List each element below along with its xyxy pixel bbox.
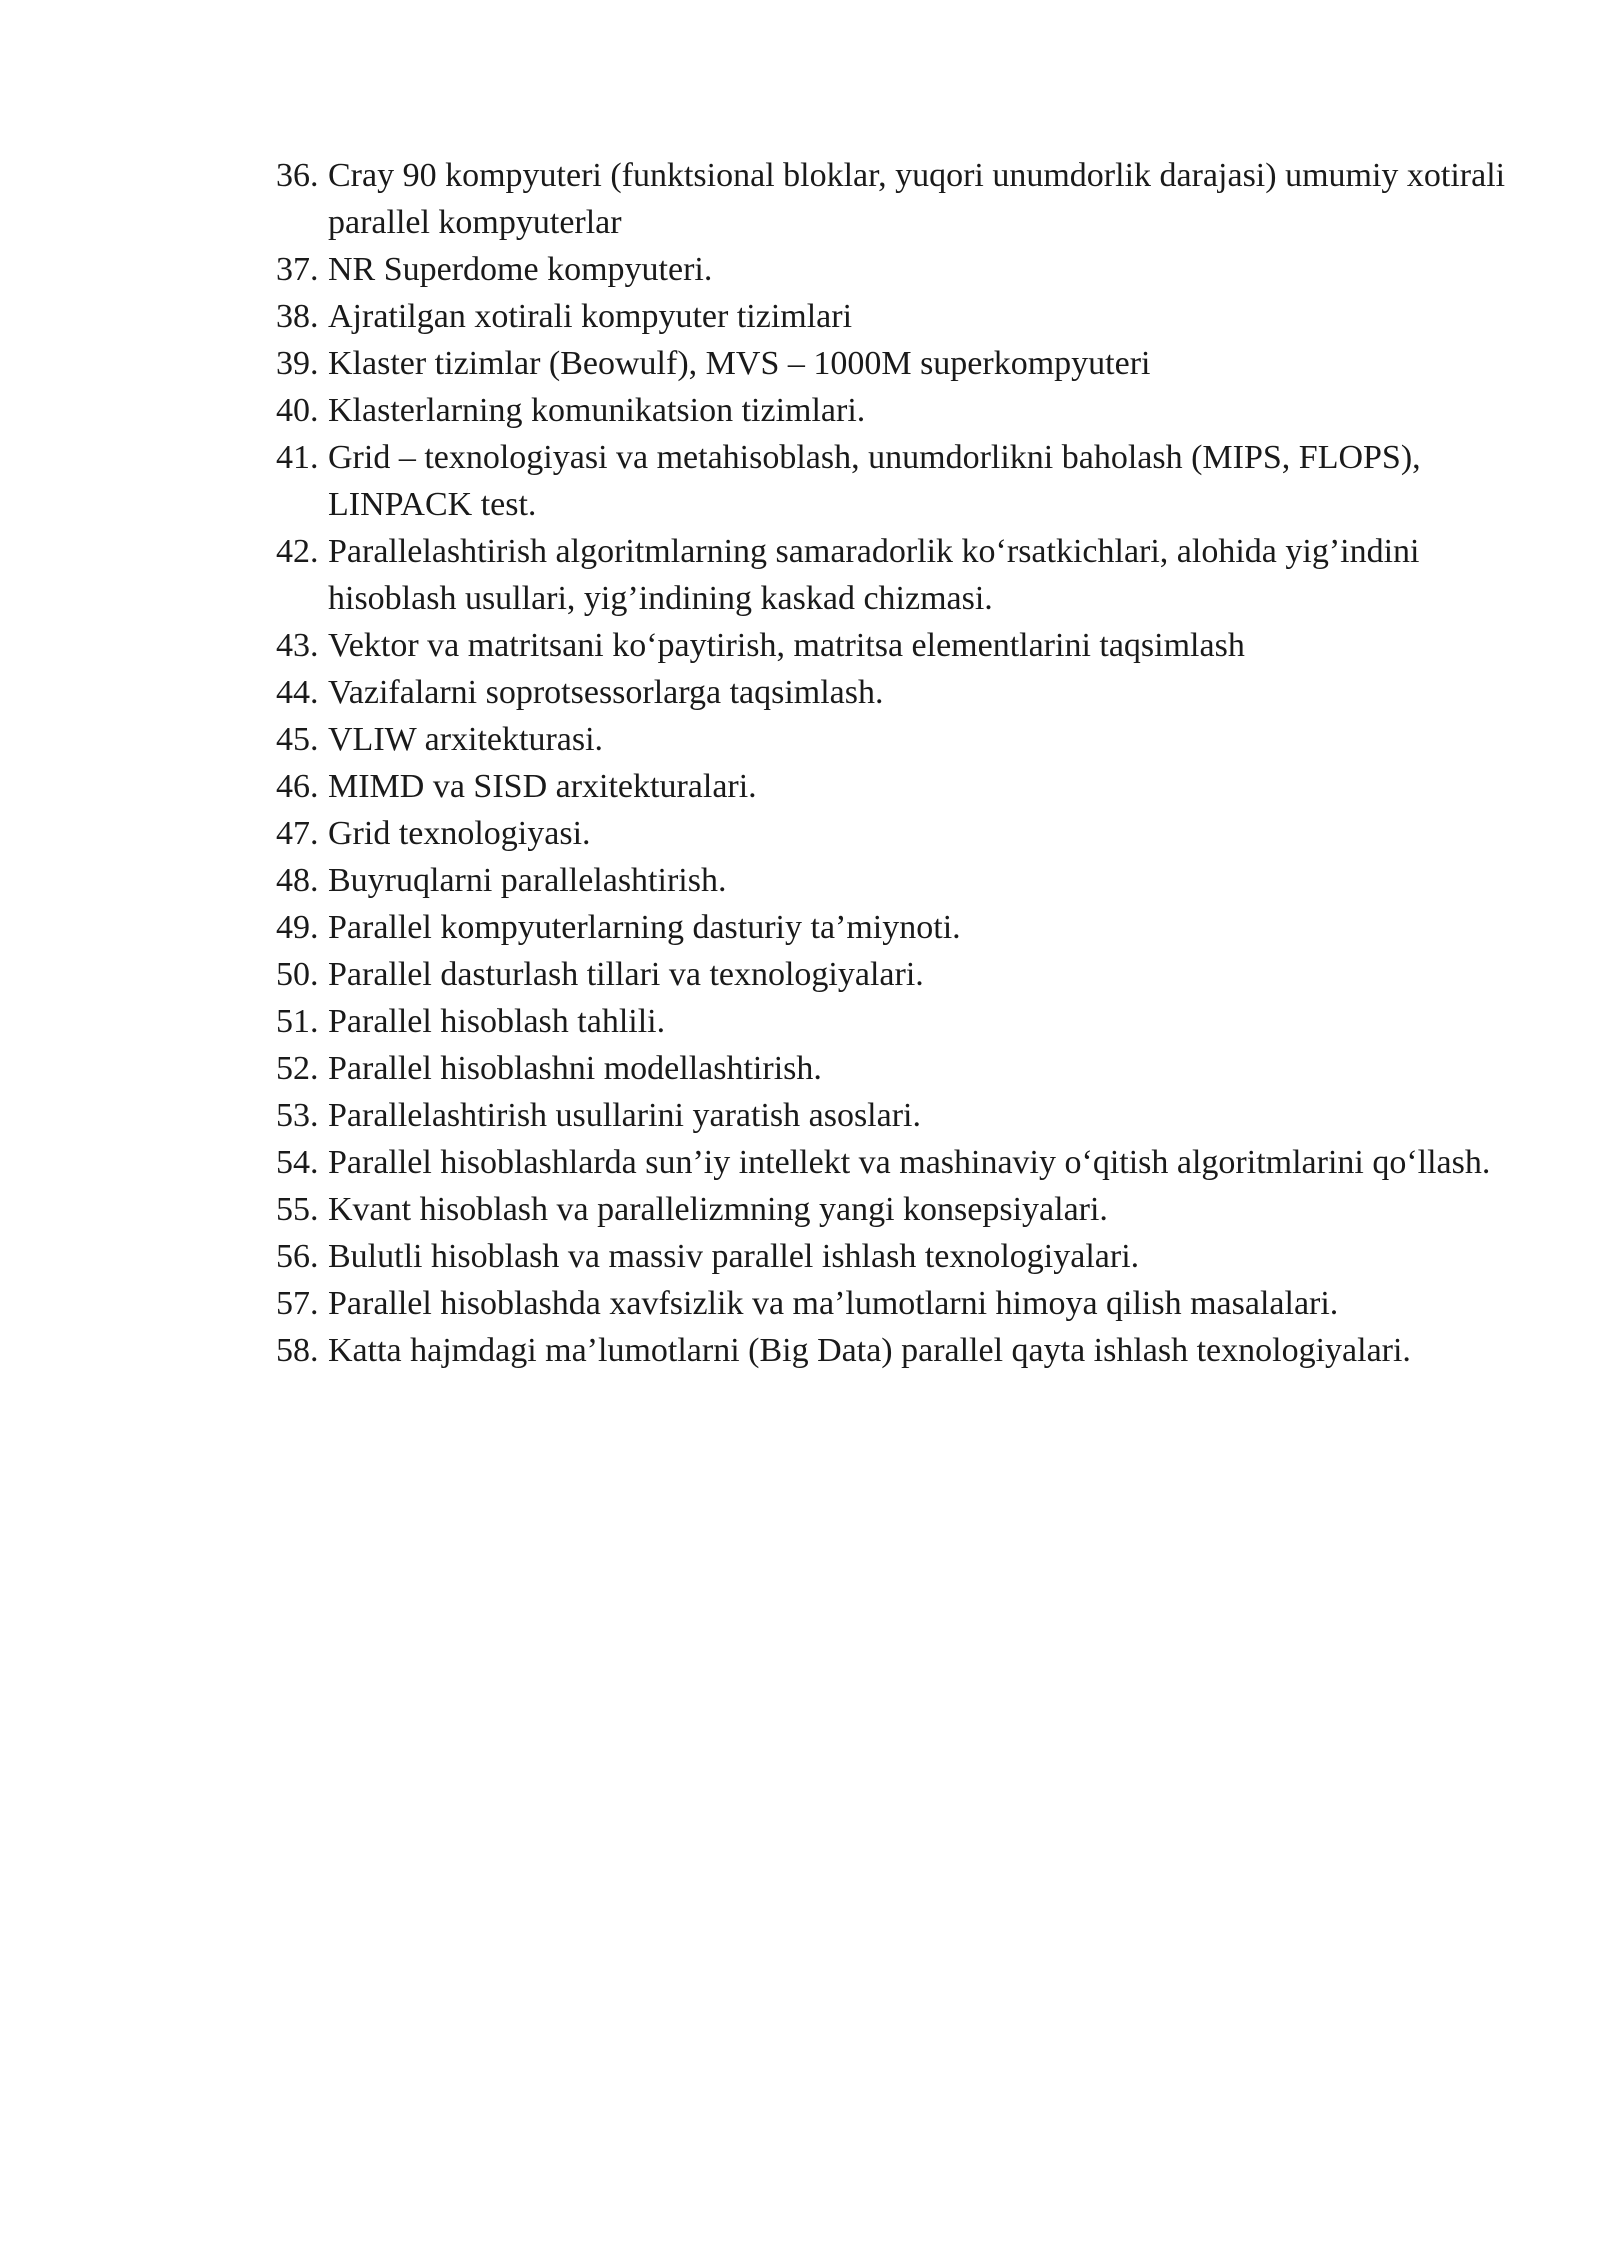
question-number: 54.	[276, 1144, 319, 1181]
question-text: Parallel kompyuterlarning dasturiy ta’miynoti.	[328, 909, 961, 946]
question-text: Parallel hisoblashlarda sun’iy intellekt va mashinaviy o‘qitish algoritmlarini qo‘llash.	[328, 1144, 1491, 1181]
question-text: Parallel hisoblashda xavfsizlik va ma’lumotlarni himoya qilish masalalari.	[328, 1285, 1339, 1322]
question-number: 52.	[276, 1050, 319, 1087]
question-number: 55.	[276, 1191, 319, 1228]
question-item	[276, 246, 1510, 293]
question-number: 48.	[276, 862, 319, 899]
question-number: 37.	[276, 251, 319, 288]
question-item	[276, 528, 1510, 622]
question-list	[276, 152, 1510, 1374]
question-number: 47.	[276, 815, 319, 852]
question-item	[276, 1045, 1510, 1092]
question-item	[276, 1327, 1510, 1374]
question-number: 43.	[276, 627, 319, 664]
question-item	[276, 1092, 1510, 1139]
question-number: 49.	[276, 909, 319, 946]
question-item	[276, 1139, 1510, 1186]
question-text: Kvant hisoblash va parallelizmning yangi konsepsiyalari.	[328, 1191, 1108, 1228]
question-item	[276, 810, 1510, 857]
question-number: 38.	[276, 298, 319, 335]
question-item	[276, 293, 1510, 340]
question-item	[276, 857, 1510, 904]
question-number: 46.	[276, 768, 319, 805]
question-text: Parallel hisoblash tahlili.	[328, 1003, 666, 1040]
question-text: MIMD va SISD arxitekturalari.	[328, 768, 757, 805]
question-number: 45.	[276, 721, 319, 758]
question-text: Parallelashtirish algoritmlarning samaradorlik ko‘rsatkichlari, alohida yig’indini hisoblash usullari, yig’indining kaskad chizmasi.	[328, 533, 1420, 617]
question-number: 50.	[276, 956, 319, 993]
question-number: 53.	[276, 1097, 319, 1134]
question-text: NR Superdome kompyuteri.	[328, 251, 713, 288]
question-text: VLIW arxitekturasi.	[328, 721, 604, 758]
question-item	[276, 669, 1510, 716]
question-text: Grid – texnologiyasi va metahisoblash, unumdorlikni baholash (MIPS, FLOPS), LINPACK test.	[328, 439, 1421, 523]
question-item	[276, 904, 1510, 951]
question-item	[276, 387, 1510, 434]
question-item	[276, 1233, 1510, 1280]
question-text: Parallelashtirish usullarini yaratish asoslari.	[328, 1097, 921, 1134]
question-item	[276, 1280, 1510, 1327]
question-number: 36.	[276, 157, 319, 194]
question-item	[276, 1186, 1510, 1233]
question-item	[276, 763, 1510, 810]
question-item	[276, 622, 1510, 669]
question-text: Katta hajmdagi ma’lumotlarni (Big Data) parallel qayta ishlash texnologiyalari.	[328, 1332, 1411, 1369]
question-text: Vazifalarni soprotsessorlarga taqsimlash.	[328, 674, 884, 711]
question-item	[276, 951, 1510, 998]
question-item	[276, 716, 1510, 763]
question-text: Cray 90 kompyuteri (funktsional bloklar, yuqori unumdorlik darajasi) umumiy xotirali parallel kompyuterlar	[328, 157, 1506, 241]
question-item	[276, 434, 1510, 528]
question-item	[276, 998, 1510, 1045]
question-number: 57.	[276, 1285, 319, 1322]
question-number: 40.	[276, 392, 319, 429]
question-text: Bulutli hisoblash va massiv parallel ishlash texnologiyalari.	[328, 1238, 1140, 1275]
question-number: 41.	[276, 439, 319, 476]
question-text: Klasterlarning komunikatsion tizimlari.	[328, 392, 866, 429]
question-text: Ajratilgan xotirali kompyuter tizimlari	[328, 298, 853, 335]
question-text: Grid texnologiyasi.	[328, 815, 591, 852]
question-item	[276, 340, 1510, 387]
question-number: 42.	[276, 533, 319, 570]
question-number: 44.	[276, 674, 319, 711]
question-item	[276, 152, 1510, 246]
question-text: Buyruqlarni parallelashtirish.	[328, 862, 727, 899]
question-number: 39.	[276, 345, 319, 382]
question-text: Vektor va matritsani ko‘paytirish, matritsa elementlarini taqsimlash	[328, 627, 1245, 664]
question-text: Klaster tizimlar (Beowulf), MVS – 1000M superkompyuteri	[328, 345, 1151, 382]
question-number: 56.	[276, 1238, 319, 1275]
question-text: Parallel hisoblashni modellashtirish.	[328, 1050, 822, 1087]
question-text: Parallel dasturlash tillari va texnologiyalari.	[328, 956, 924, 993]
question-number: 51.	[276, 1003, 319, 1040]
question-number: 58.	[276, 1332, 319, 1369]
